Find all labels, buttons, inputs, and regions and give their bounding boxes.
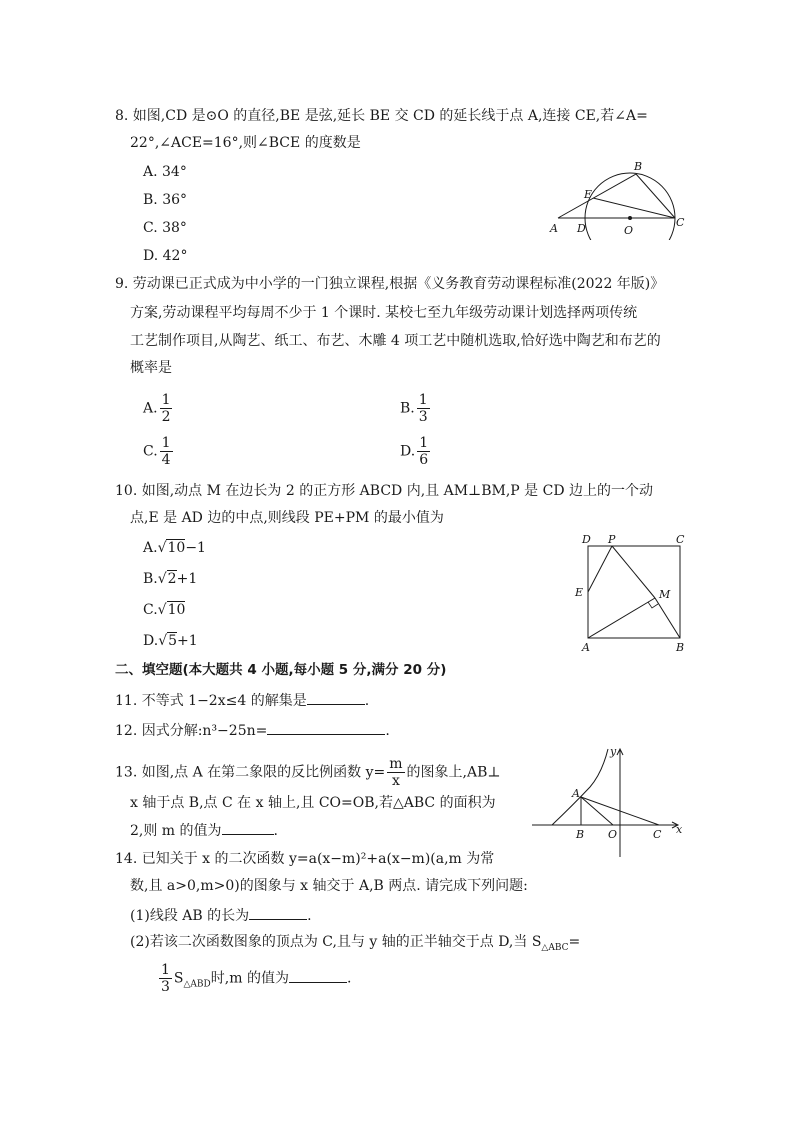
q8-label-d: D: [577, 222, 586, 235]
q13-label-a: A: [572, 787, 580, 800]
q10-square-figure: [570, 530, 690, 655]
q8-label-o: O: [624, 224, 634, 237]
q9-option-d-numerator: 1: [419, 435, 429, 451]
q8-label-e: E: [584, 188, 593, 201]
q13-frac-numerator: m: [389, 756, 403, 772]
q10-option-c-radical-icon: √: [157, 602, 167, 618]
q10-option-a: [143, 538, 206, 558]
q13-label-y: y: [610, 745, 617, 758]
q10-label-m: M: [659, 588, 671, 601]
q14-part2-line2: [157, 962, 351, 995]
q14-frac-numerator: 1: [161, 962, 170, 978]
q10-label-c: C: [676, 533, 685, 546]
q10-option-b-tail: +1: [176, 571, 198, 587]
q9-option-b-fraction: [417, 392, 430, 425]
q13-label-x: x: [676, 823, 683, 836]
q10-option-a-radicand: 10: [167, 540, 186, 556]
q9-option-d: [400, 435, 432, 468]
q10-label-p: P: [608, 533, 616, 546]
q14-part1-end: .: [307, 908, 312, 924]
q13-frac-denominator: x: [391, 773, 400, 789]
q9-line3: 工艺制作项目,从陶艺、纸工、布艺、木雕 4 项工艺中随机选取,恰好选中陶艺和布艺的: [130, 333, 661, 349]
q13-line2: x 轴于点 B,点 C 在 x 轴上,且 CO=OB,若△ABC 的面积为: [130, 795, 496, 811]
q8-option-c: C. 38°: [143, 220, 187, 236]
q13-graph-figure: [528, 745, 688, 860]
q10-option-b: [143, 569, 197, 589]
q14-part2a-end: =: [568, 934, 581, 950]
q14-fraction: [159, 962, 172, 995]
q10-option-b-radical-icon: √: [157, 571, 167, 587]
q9-option-b: [400, 392, 432, 425]
q14-part2a-sub: △ABC: [541, 942, 569, 953]
q8-label-b: B: [634, 160, 643, 173]
q14-line1: 14. 已知关于 x 的二次函数 y=a(x−m)²+a(x−m)(a,m 为常: [115, 851, 495, 867]
q9-option-b-label: B.: [400, 400, 415, 417]
q13-line3: [130, 820, 278, 841]
q13-end: .: [273, 823, 278, 839]
q10-line1: 10. 如图,动点 M 在边长为 2 的正方形 ABCD 内,且 AM⊥BM,P 是 CD 边上的一个动: [115, 483, 653, 499]
q9-option-a-label: A.: [143, 400, 158, 417]
q13-label-c: C: [653, 828, 662, 841]
q8-option-a: A. 34°: [143, 164, 187, 180]
q10-label-b: B: [676, 641, 685, 654]
q9-option-b-numerator: 1: [418, 392, 428, 408]
q9-option-a-numerator: 1: [161, 392, 171, 408]
q14-line2: 数,且 a>0,m>0)的图象与 x 轴交于 A,B 两点. 请完成下列问题:: [130, 878, 528, 894]
q13-line3-text: 2,则 m 的值为: [130, 823, 222, 839]
q10-label-e: E: [575, 586, 584, 599]
q8-option-d: D. 42°: [143, 248, 188, 264]
q10-option-c-radicand: 10: [167, 602, 186, 618]
q9-option-a-denominator: 2: [161, 409, 171, 425]
q10-line2: 点,E 是 AD 边的中点,则线段 PE+PM 的最小值为: [130, 510, 444, 526]
q11-answer-blank[interactable]: [307, 690, 365, 705]
q9-option-b-denominator: 3: [418, 409, 428, 425]
q8-line2: 22°,∠ACE=16°,则∠BCE 的度数是: [130, 135, 361, 151]
q8-option-b: B. 36°: [143, 192, 188, 208]
q10-option-d-radical-icon: √: [158, 633, 168, 649]
q9-option-a: [143, 392, 174, 425]
q14-part2b-sub: △ABD: [183, 979, 211, 990]
q8-line1: 8. 如图,CD 是⊙O 的直径,BE 是弦,延长 BE 交 CD 的延长线于点 A,连接 CE,若∠A=: [115, 108, 648, 124]
q14-part2b-text: 时,m 的值为: [210, 970, 289, 987]
q13-line1: [115, 756, 501, 789]
q9-option-a-fraction: [160, 392, 173, 425]
q10-option-d: [143, 631, 198, 651]
q9-option-d-fraction: [417, 435, 430, 468]
q10-option-a-radical-icon: √: [157, 540, 167, 556]
q11: [115, 690, 369, 711]
q10-option-b-radicand: 2: [167, 571, 177, 587]
q9-line1: 9. 劳动课已正式成为中小学的一门独立课程,根据《义务教育劳动课程标准(2022 年版)》: [115, 276, 665, 292]
q8-label-c: C: [676, 216, 685, 229]
q12-answer-blank[interactable]: [267, 720, 385, 735]
q10-option-d-radicand: 5: [168, 633, 178, 649]
q13-answer-blank[interactable]: [222, 820, 274, 835]
q14-part1-answer-blank[interactable]: [249, 905, 307, 920]
q9-option-c-label: C.: [143, 443, 158, 460]
q10-option-a-label: A.: [143, 540, 158, 556]
section-fill-in-heading: 二、填空题(本大题共 4 小题,每小题 5 分,满分 20 分): [115, 662, 447, 678]
q9-option-d-label: D.: [400, 443, 416, 460]
q14-part1-text: (1)线段 AB 的长为: [130, 908, 250, 924]
q14-part2-line1: [130, 932, 580, 958]
q10-option-c-label: C.: [143, 602, 158, 618]
q10-option-a-tail: −1: [185, 540, 206, 556]
q10-option-d-tail: +1: [177, 633, 198, 649]
q9-option-c: [143, 435, 175, 468]
q10-option-c: [143, 600, 185, 620]
q9-line2: 方案,劳动课程平均每周不少于 1 个课时. 某校七至九年级劳动课计划选择两项传统: [130, 305, 638, 321]
q14-part2-answer-blank[interactable]: [289, 968, 347, 983]
q9-option-c-denominator: 4: [161, 452, 171, 468]
q12-end: .: [385, 723, 390, 739]
q10-label-d: D: [582, 533, 591, 546]
q10-option-b-label: B.: [143, 571, 158, 587]
q13-line1a: 13. 如图,点 A 在第二象限的反比例函数 y=: [115, 764, 386, 781]
q12: [115, 720, 390, 741]
q9-option-d-denominator: 6: [419, 452, 429, 468]
q13-fraction: [387, 756, 404, 789]
q11-text: 11. 不等式 1−2x≤4 的解集是: [115, 693, 307, 709]
q13-label-b: B: [576, 828, 585, 841]
q8-label-a: A: [550, 222, 558, 235]
q9-option-c-numerator: 1: [161, 435, 171, 451]
q12-text: 12. 因式分解:n³−25n=: [115, 723, 268, 739]
q14-part2a: (2)若该二次函数图象的顶点为 C,且与 y 轴的正半轴交于点 D,当 S: [130, 934, 542, 950]
q9-line4: 概率是: [130, 360, 172, 376]
q14-frac-denominator: 3: [161, 979, 170, 995]
q9-option-c-fraction: [160, 435, 173, 468]
q13-label-o: O: [608, 828, 618, 841]
q8-circle-figure: [540, 160, 690, 240]
q11-end: .: [364, 693, 370, 709]
q13-line1b: 的图象上,AB⊥: [406, 764, 501, 781]
q10-label-a: A: [582, 641, 590, 654]
q14-part2b-end: .: [346, 970, 352, 987]
q14-part1: [130, 905, 312, 926]
q10-option-d-label: D.: [143, 633, 159, 649]
q14-part2b-s: S: [173, 970, 184, 987]
